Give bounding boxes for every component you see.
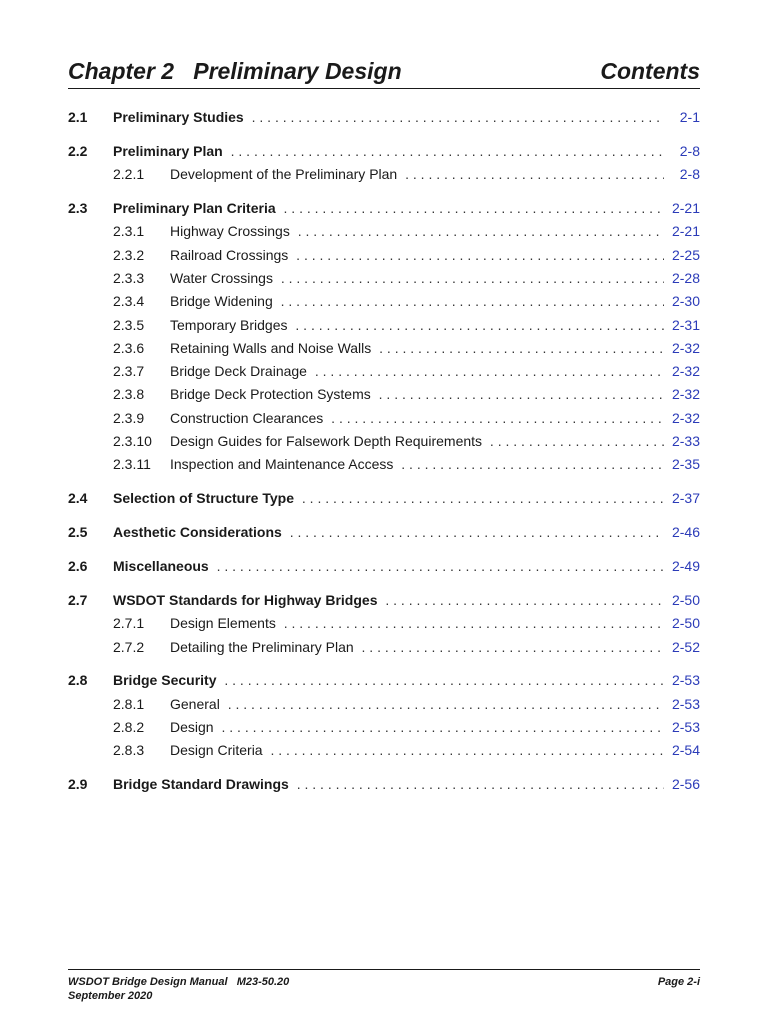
toc-label-text: Development of the Preliminary Plan <box>170 166 401 182</box>
toc-label[interactable] <box>113 555 664 578</box>
footer-manual-name: WSDOT Bridge Design Manual <box>68 976 228 988</box>
toc-number: 2.8.2 <box>113 718 145 735</box>
toc-label-text: Water Crossings <box>170 270 277 286</box>
toc-page-link[interactable]: 2-32 <box>671 386 700 403</box>
toc-label[interactable] <box>170 739 664 762</box>
toc-label-text: Construction Clearances <box>170 410 327 426</box>
toc-page-link[interactable]: 2-50 <box>671 615 700 632</box>
toc-number: 2.8.3 <box>113 742 145 759</box>
toc-page-link[interactable]: 2-49 <box>671 558 700 575</box>
toc-section-row[interactable] <box>68 106 700 129</box>
toc-label[interactable] <box>170 430 664 453</box>
toc-number: 2.6 <box>68 558 88 575</box>
toc-label[interactable] <box>170 360 664 383</box>
toc-label-text: Preliminary Studies <box>113 109 248 125</box>
toc-subsection-row[interactable] <box>68 693 700 716</box>
toc-label[interactable] <box>113 669 664 692</box>
toc-section-row[interactable] <box>68 197 700 220</box>
toc-subsection-row[interactable] <box>68 314 700 337</box>
chapter-number: Chapter 2 <box>68 58 175 84</box>
toc-label-text: Preliminary Plan <box>113 143 227 159</box>
toc-label-text: Design Guides for Falsework Depth Requirements <box>170 433 486 449</box>
toc-number: 2.3.10 <box>113 433 152 450</box>
toc-number: 2.3.11 <box>113 456 151 473</box>
toc-page-link[interactable]: 2-46 <box>671 524 700 541</box>
toc-subsection-row[interactable] <box>68 453 700 476</box>
toc-page-link[interactable]: 2-53 <box>671 718 700 735</box>
toc-number: 2.3.7 <box>113 363 145 380</box>
footer-date: September 2020 <box>68 990 153 1002</box>
page-footer <box>68 969 700 1002</box>
toc-number: 2.2.1 <box>113 166 145 183</box>
toc-label[interactable] <box>170 383 664 406</box>
toc-label-text: Railroad Crossings <box>170 247 292 263</box>
toc-number: 2.3 <box>68 200 88 217</box>
toc-page-link[interactable]: 2-32 <box>671 363 700 380</box>
footer-manual-code: M23-50.20 <box>236 976 290 988</box>
toc-page-link[interactable]: 2-21 <box>671 200 700 217</box>
toc-number: 2.3.5 <box>113 316 145 333</box>
toc-number: 2.4 <box>68 490 88 507</box>
toc-number: 2.7 <box>68 591 88 608</box>
toc-section-row[interactable] <box>68 140 700 163</box>
toc-subsection-row[interactable] <box>68 244 700 267</box>
toc-page-link[interactable]: 2-54 <box>671 742 700 759</box>
toc-number: 2.3.2 <box>113 246 145 263</box>
toc-page-link[interactable]: 2-30 <box>671 293 700 310</box>
toc-label-text: Detailing the Preliminary Plan <box>170 639 358 655</box>
toc-page-link[interactable]: 2-21 <box>671 223 700 240</box>
page-header <box>68 56 700 89</box>
toc-page-link[interactable]: 2-53 <box>671 672 700 689</box>
toc-label[interactable] <box>113 106 664 129</box>
toc-label-text: Temporary Bridges <box>170 317 292 333</box>
toc-label-text: Highway Crossings <box>170 223 294 239</box>
toc-subsection-row[interactable] <box>68 290 700 313</box>
toc-subsection-row[interactable] <box>68 267 700 290</box>
toc-label[interactable] <box>113 140 664 163</box>
toc-page-link[interactable]: 2-31 <box>671 316 700 333</box>
toc-subsection-row[interactable] <box>68 220 700 243</box>
toc-section-row[interactable] <box>68 773 700 796</box>
table-of-contents <box>68 106 700 796</box>
toc-label[interactable] <box>170 612 664 635</box>
toc-label-text: General <box>170 696 224 712</box>
toc-label-text: Miscellaneous <box>113 558 213 574</box>
toc-label-text: Selection of Structure Type <box>113 490 298 506</box>
toc-page-link[interactable]: 2-32 <box>671 339 700 356</box>
toc-number: 2.8.1 <box>113 695 145 712</box>
toc-label[interactable] <box>170 716 664 739</box>
toc-number: 2.8 <box>68 672 88 689</box>
toc-subsection-row[interactable] <box>68 163 700 186</box>
toc-number: 2.5 <box>68 524 88 541</box>
toc-label-text: Design Elements <box>170 615 280 631</box>
toc-page-link[interactable]: 2-32 <box>671 409 700 426</box>
toc-label-text: Preliminary Plan Criteria <box>113 200 280 216</box>
toc-number: 2.9 <box>68 776 88 793</box>
toc-page-link[interactable]: 2-52 <box>671 638 700 655</box>
toc-label[interactable] <box>170 337 664 360</box>
toc-subsection-row[interactable] <box>68 337 700 360</box>
chapter-name: Preliminary Design <box>193 58 402 84</box>
toc-subsection-row[interactable] <box>68 383 700 406</box>
toc-label[interactable] <box>170 244 664 267</box>
toc-label[interactable] <box>170 290 664 313</box>
toc-label[interactable] <box>170 267 664 290</box>
toc-subsection-row[interactable] <box>68 430 700 453</box>
toc-label-text: Retaining Walls and Noise Walls <box>170 340 375 356</box>
toc-page-link[interactable]: 2-53 <box>671 695 700 712</box>
toc-number: 2.1 <box>68 109 88 125</box>
chapter-title <box>68 58 402 85</box>
toc-label[interactable] <box>170 220 664 243</box>
toc-section-row[interactable] <box>68 487 700 510</box>
toc-number: 2.3.3 <box>113 269 145 286</box>
toc-page-link[interactable]: 2-25 <box>671 246 700 263</box>
toc-label-text: Inspection and Maintenance Access <box>170 456 397 472</box>
toc-number: 2.3.4 <box>113 293 145 310</box>
toc-label[interactable] <box>170 314 664 337</box>
toc-label[interactable] <box>170 693 664 716</box>
toc-label[interactable] <box>170 636 664 659</box>
toc-label[interactable] <box>113 773 664 796</box>
toc-label[interactable] <box>113 197 664 220</box>
toc-subsection-row[interactable] <box>68 407 700 430</box>
footer-manual <box>68 976 289 988</box>
toc-number: 2.3.6 <box>113 339 145 356</box>
toc-subsection-row[interactable] <box>68 636 700 659</box>
toc-section-row[interactable] <box>68 589 700 612</box>
toc-number: 2.3.1 <box>113 223 145 240</box>
toc-label[interactable] <box>170 163 664 186</box>
toc-page-link[interactable]: 2-50 <box>671 591 700 608</box>
toc-section-row[interactable] <box>68 555 700 578</box>
toc-label-text: Bridge Security <box>113 672 220 688</box>
toc-number: 2.2 <box>68 142 88 159</box>
toc-label-text: Bridge Deck Drainage <box>170 363 311 379</box>
toc-page-link[interactable]: 2-8 <box>679 142 700 159</box>
toc-label[interactable] <box>113 487 664 510</box>
toc-subsection-row[interactable] <box>68 739 700 762</box>
toc-number: 2.3.8 <box>113 386 145 403</box>
footer-page-number: Page 2-i <box>657 976 700 988</box>
toc-label[interactable] <box>113 589 664 612</box>
toc-page-link[interactable]: 2-1 <box>679 109 700 125</box>
toc-label-text: WSDOT Standards for Highway Bridges <box>113 592 381 608</box>
toc-subsection-row[interactable] <box>68 360 700 383</box>
toc-page-link[interactable]: 2-56 <box>671 776 700 793</box>
toc-label[interactable] <box>113 521 664 544</box>
toc-section-row[interactable] <box>68 521 700 544</box>
toc-label-text: Bridge Deck Protection Systems <box>170 386 375 402</box>
toc-page-link[interactable]: 2-37 <box>671 490 700 507</box>
toc-label-text: Bridge Standard Drawings <box>113 776 293 792</box>
contents-heading: Contents <box>600 58 700 84</box>
toc-subsection-row[interactable] <box>68 716 700 739</box>
toc-label-text: Design <box>170 719 218 735</box>
toc-number: 2.3.9 <box>113 409 145 426</box>
toc-label-text: Design Criteria <box>170 742 267 758</box>
toc-number: 2.7.2 <box>113 638 145 655</box>
toc-label[interactable] <box>170 407 664 430</box>
toc-label-text: Bridge Widening <box>170 293 277 309</box>
toc-page-link[interactable]: 2-8 <box>679 166 700 183</box>
toc-number: 2.7.1 <box>113 615 145 632</box>
toc-section-row[interactable] <box>68 669 700 692</box>
toc-page-link[interactable]: 2-33 <box>671 433 700 450</box>
toc-subsection-row[interactable] <box>68 612 700 635</box>
toc-label-text: Aesthetic Considerations <box>113 524 286 540</box>
toc-page-link[interactable]: 2-28 <box>671 269 700 286</box>
toc-page-link[interactable]: 2-35 <box>671 456 700 473</box>
toc-label[interactable] <box>170 453 664 476</box>
